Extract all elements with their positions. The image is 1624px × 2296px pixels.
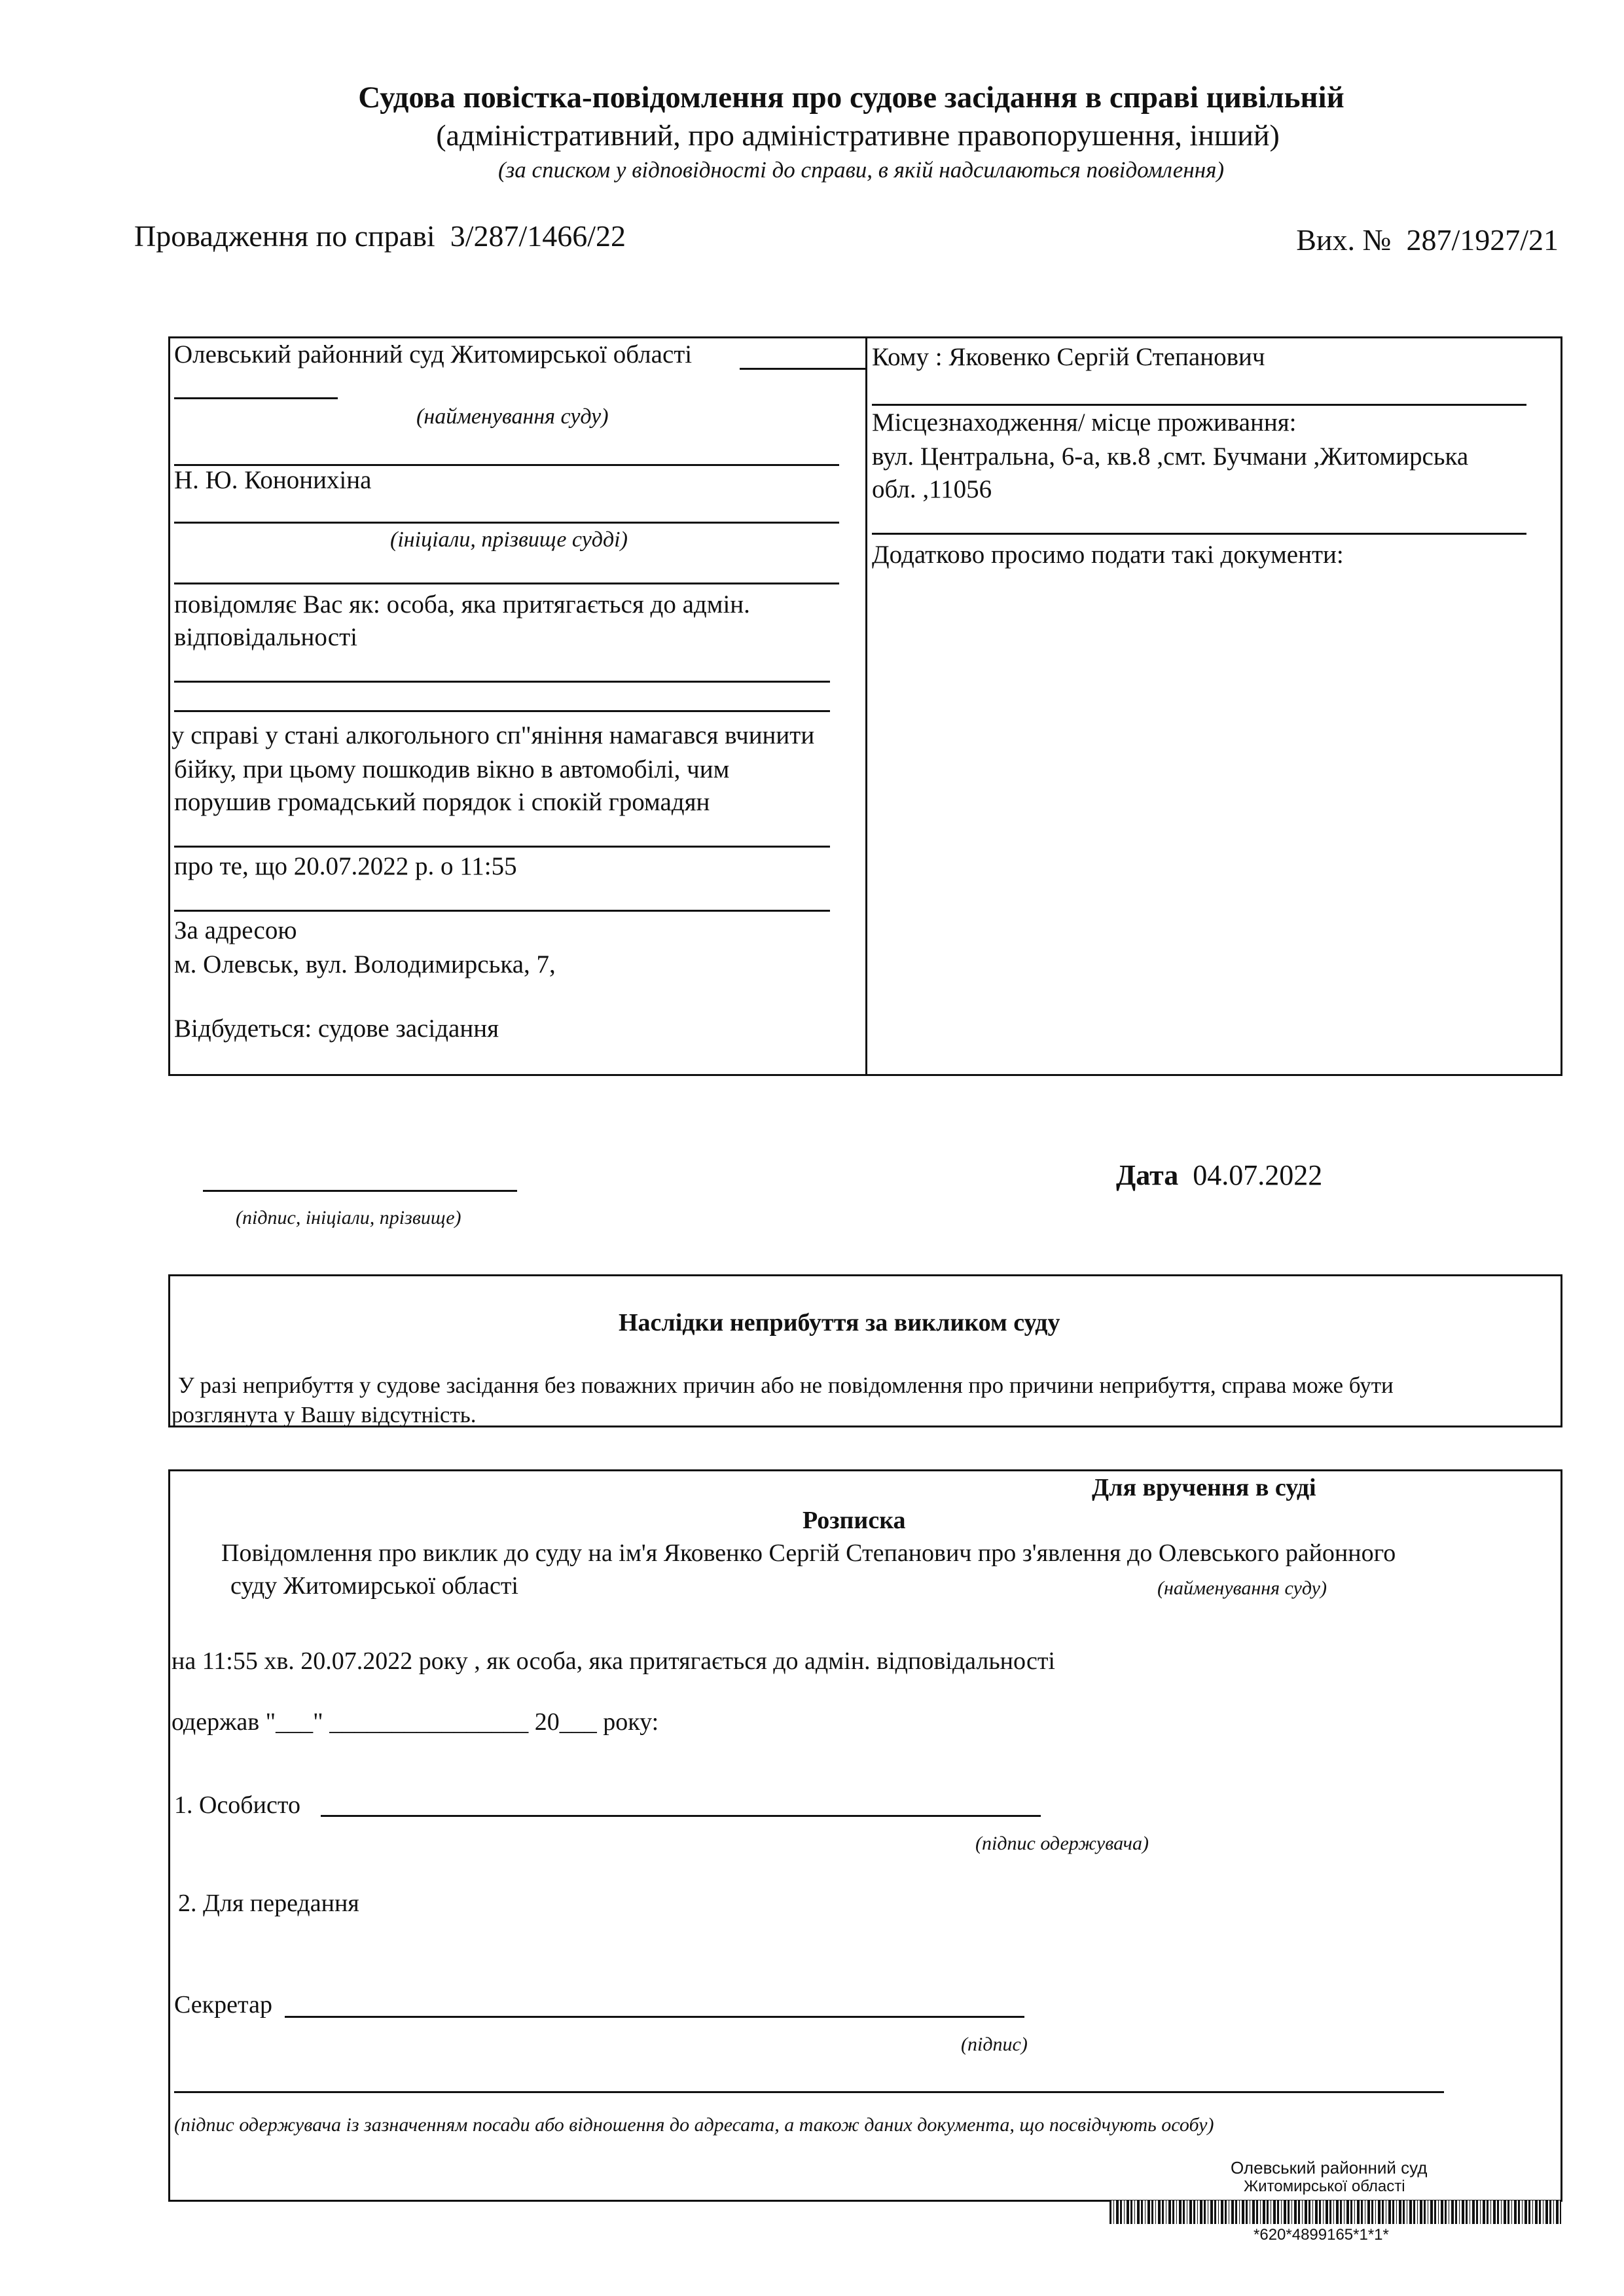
- receipt-line-2: суду Житомирської області: [230, 1572, 518, 1600]
- personally-label: 1. Особисто: [174, 1791, 300, 1819]
- consequences-line-1: У разі неприбуття у судове засідання без поважних причин або не повідомлення про причини неприбуття, справа може бути: [178, 1372, 1394, 1398]
- proceedings-line: [134, 217, 626, 255]
- consequences-title: Наслідки неприбуття за викликом суду: [619, 1309, 1060, 1336]
- judge-field-line: [174, 522, 839, 524]
- outgoing-label: Вих. №: [1296, 223, 1392, 257]
- notice-title: Судова повістка-повідомлення про судове засідання в справі цивільній: [358, 81, 1344, 115]
- recipient-details-caption: (підпис одержувача із зазначенням посади або відношення до адресата, а також даних документа, що посвідчують особу): [174, 2114, 1214, 2136]
- court-caption: (найменування суду): [416, 404, 609, 429]
- proceedings-number: 3/287/1466/22: [450, 219, 626, 253]
- location-field-line: [872, 533, 1526, 535]
- court-name-underline: [740, 368, 865, 370]
- notifies-field-line-2: [174, 710, 830, 712]
- date-label: Дата: [1116, 1159, 1179, 1191]
- case-line-3: порушив громадський порядок і спокій громадян: [174, 788, 710, 816]
- signature-line: [203, 1190, 517, 1192]
- transfer-label: 2. Для передання: [178, 1890, 359, 1917]
- judge-name: Н. Ю. Конониxіна: [174, 466, 372, 494]
- recipient-name: Кому : Яковенко Сергій Степанович: [872, 343, 1265, 371]
- notifies-field-line: [174, 681, 830, 683]
- receipt-time-line: на 11:55 хв. 20.07.2022 року , як особа, яка притягається до адмін. відповідальності: [171, 1647, 1055, 1675]
- for-court-label: Для вручення в суді: [1092, 1474, 1316, 1501]
- column-divider: [865, 336, 867, 1074]
- address-label: За адресою: [174, 916, 297, 944]
- issue-date: [1116, 1157, 1322, 1193]
- location-line-2: обл. ,11056: [872, 475, 992, 503]
- recipient-sign-caption: (підпис одержувача): [975, 1833, 1149, 1854]
- court-stamp-line-2: Житомирської області: [1244, 2178, 1405, 2195]
- court-address: м. Олевськ, вул. Володимирська, 7,: [174, 950, 556, 978]
- receipt-court-caption: (найменування суду): [1157, 1577, 1327, 1599]
- judge-extra-line: [174, 583, 839, 584]
- location-line-1: вул. Центральна, 6-а, кв.8 ,смт. Бучмани ,Житомирська: [872, 442, 1469, 471]
- recipient-details-line: [174, 2091, 1444, 2093]
- barcode-text: *620*4899165*1*1*: [1254, 2226, 1389, 2244]
- secretary-sign-line: [285, 2016, 1024, 2018]
- consequences-line-2: розглянута у Вашу відсутність.: [171, 1402, 477, 1427]
- date-value: 04.07.2022: [1193, 1159, 1323, 1191]
- hearing-datetime: про те, що 20.07.2022 р. о 11:55: [174, 852, 517, 880]
- received-line: одержав "___" ________________ 20___ року:: [171, 1708, 659, 1736]
- secretary-label: Секретар: [174, 1991, 272, 2018]
- notice-subtitle: (адміністративний, про адміністративне правопорушення, інший): [436, 118, 1280, 152]
- event-type: Відбудеться: судове засідання: [174, 1014, 499, 1043]
- case-line-1: у справі у стані алкогольного сп"яніння намагався вчинити: [171, 721, 815, 749]
- documents-request: Додатково просимо подати такі документи:: [872, 541, 1344, 569]
- outgoing-line: [1296, 221, 1559, 259]
- hearing-field-line: [174, 910, 830, 912]
- personally-sign-line: [321, 1815, 1041, 1817]
- court-stamp-line-1: Олевський районний суд: [1231, 2158, 1428, 2178]
- notifies-line-2: відповідальності: [174, 623, 357, 651]
- receipt-line-1: Повідомлення про виклик до суду на ім'я Яковенко Сергій Степанович про з'явлення до Олевського районного: [221, 1539, 1396, 1567]
- court-name: Олевський районний суд Житомирської області: [174, 340, 693, 368]
- receipt-title: Розписка: [803, 1507, 906, 1534]
- judge-caption: (ініціали, прізвище судді): [390, 528, 628, 552]
- court-name-underline-2: [174, 397, 338, 399]
- case-line-2: бійку, при цьому пошкодив вікно в автомобілі, чим: [174, 755, 730, 783]
- secretary-sign-caption: (підпис): [961, 2034, 1028, 2055]
- proceedings-label: Провадження по справі: [134, 219, 435, 253]
- notice-note: (за списком у відповідності до справи, в якій надсилаються повідомлення): [497, 157, 1224, 183]
- location-label: Місцезнаходження/ місце проживання:: [872, 408, 1297, 437]
- outgoing-number: 287/1927/21: [1406, 223, 1559, 257]
- notifies-line-1: повідомляє Вас як: особа, яка притягається до адмін.: [174, 590, 750, 619]
- case-field-line: [174, 846, 830, 848]
- recipient-field-line: [872, 404, 1526, 406]
- signature-caption: (підпис, ініціали, прізвище): [236, 1207, 461, 1229]
- barcode: [1110, 2200, 1561, 2224]
